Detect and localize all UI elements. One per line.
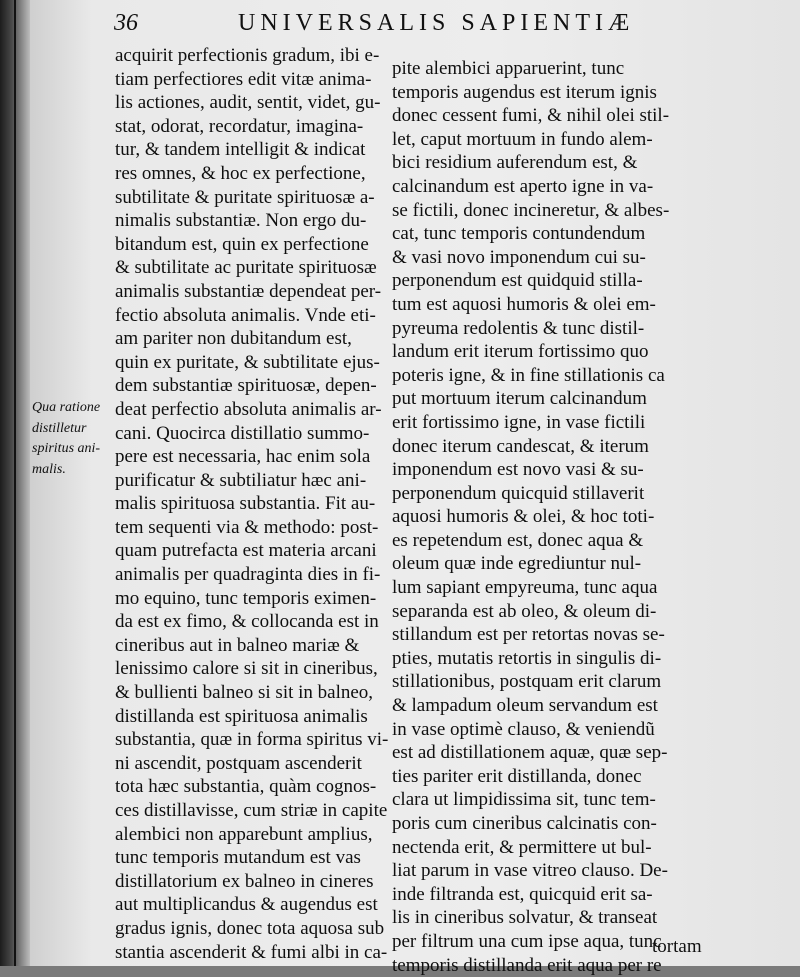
text-line: da est ex fimo, & collocanda est in <box>115 611 379 633</box>
text-line: ces distillavisse, cum striæ in capite <box>115 800 388 821</box>
text-line: imponendum est novo vasi & su- <box>392 459 644 481</box>
text-line: purificatur & subtiliatur hæc ani- <box>115 469 367 491</box>
text-line: ni ascendit, postquam ascenderit <box>115 752 362 774</box>
text-line: nimalis substantiæ. Non ergo du- <box>115 210 367 232</box>
page-number: 36 <box>114 10 138 36</box>
text-line: temporis augendus est iterum ignis <box>392 81 657 103</box>
margin-note-line: malis. <box>32 461 66 477</box>
text-line: perponendum est quidquid stilla- <box>392 270 643 292</box>
text-line: ties pariter erit distillanda, donec <box>392 765 642 787</box>
margin-note-line: distilletur <box>32 420 87 436</box>
text-line: tota hæc substantia, quàm cognos- <box>115 776 377 798</box>
text-line: tunc temporis mutandum est vas <box>115 847 361 869</box>
page-sheet <box>30 0 800 976</box>
text-line: landum erit iterum fortissimo quo <box>392 341 649 363</box>
text-line: put mortuum iterum calcinandum <box>392 388 647 410</box>
text-line: mo equino, tunc temporis eximen- <box>115 587 377 609</box>
text-line: oleum quæ inde egrediuntur nul- <box>392 553 642 575</box>
text-line: quin ex puritate, & subtilitate ejus- <box>115 351 380 373</box>
text-line: stillationibus, postquam erit clarum <box>392 671 662 693</box>
book-gutter-edge <box>14 0 16 966</box>
text-line: cat, tunc temporis contundendum <box>392 223 646 245</box>
text-line: acquirit perfectionis gradum, ibi e- <box>115 45 380 66</box>
text-line: es repetendum est, donec aqua & <box>392 529 644 551</box>
text-line: tiam perfectiores edit vitæ anima- <box>115 68 372 90</box>
text-line: bici residium auferendum est, & <box>392 152 638 174</box>
text-line: poris cum cineribus calcinatis con- <box>392 813 657 834</box>
text-line: pties, mutatis retortis in singulis di- <box>392 647 662 669</box>
text-line: tur, & tandem intelligit & indicat <box>115 139 366 161</box>
text-line: lis in cineribus solvatur, & transeat <box>392 907 658 929</box>
right-text-column <box>392 57 712 977</box>
text-line: fectio absoluta animalis. Vnde eti- <box>115 304 376 326</box>
text-line: inde filtranda est, quicquid erit sa- <box>392 883 653 905</box>
text-line: lis actiones, audit, sentit, videt, gu- <box>115 92 381 114</box>
text-line: distillanda est spirituosa animalis <box>115 705 368 727</box>
text-line: alembici non apparebunt amplius, <box>115 823 373 845</box>
left-text-column <box>115 44 415 964</box>
text-line: erit fortissimo igne, in vase fictili <box>392 411 646 433</box>
text-line: animalis per quadraginta dies in fi- <box>115 564 381 586</box>
text-line: distillatorium ex balneo in cineres <box>115 870 374 892</box>
margin-note-line: Qua ratione <box>32 400 101 415</box>
text-line: pyreuma redolentis & tunc distil- <box>392 317 645 339</box>
text-line: pere est necessaria, hac enim sola <box>115 446 371 468</box>
text-line: nectenda erit, & permittere ut bul- <box>392 836 652 858</box>
text-line: temporis distillanda erit aqua per re <box>392 954 662 976</box>
text-line: let, caput mortuum in fundo alem- <box>392 128 653 150</box>
text-line: dem substantiæ spirituosæ, depen- <box>115 375 377 397</box>
text-line: & vasi novo imponendum cui su- <box>392 246 646 268</box>
text-line: perponendum quicquid stillaverit <box>392 482 645 504</box>
text-line: liat parum in vase vitreo clauso. De- <box>392 860 668 882</box>
text-line: stillandum est per retortas novas se- <box>392 624 665 646</box>
text-line: se fictili, donec incineretur, & albes- <box>392 199 670 221</box>
text-line: poteris igne, & in fine stillationis ca <box>392 364 665 386</box>
text-line: malis spirituosa substantia. Fit au- <box>115 493 376 515</box>
text-line: separanda est ab oleo, & oleum di- <box>392 600 657 622</box>
text-line: quam putrefacta est materia arcani <box>115 540 377 562</box>
text-line: am pariter non dubitandum est, <box>115 328 352 350</box>
text-line: lum sapiant empyreuma, tunc aqua <box>392 577 658 599</box>
text-line: aquosi humoris & olei, & hoc toti- <box>392 506 655 528</box>
text-line: tum est aquosi humoris & olei em- <box>392 293 656 315</box>
text-line: & subtilitate ac puritate spirituosæ <box>115 257 377 279</box>
text-line: cineribus aut in balneo mariæ & <box>115 634 360 656</box>
text-line: donec iterum candescat, & iterum <box>392 435 649 457</box>
text-line: calcinandum est aperto igne in va- <box>392 175 654 197</box>
text-line: per filtrum una cum ipse aqua, tunc <box>392 930 662 952</box>
text-line: & lampadum oleum servandum est <box>392 695 658 717</box>
text-line: clara ut limpidissima sit, tunc tem- <box>392 789 656 811</box>
page-header <box>114 4 674 44</box>
text-line: donec cessent fumi, & nihil olei stil- <box>392 105 670 127</box>
catchword: tortam <box>652 936 702 957</box>
text-line: tem sequenti via & methodo: post- <box>115 516 379 538</box>
text-line: res omnes, & hoc ex perfectione, <box>115 162 366 184</box>
margin-note <box>32 398 122 480</box>
text-line: cani. Quocirca distillatio summo- <box>115 422 370 444</box>
text-line: est ad distillationem aquæ, quæ sep- <box>392 742 668 764</box>
text-line: deat perfectio absoluta animalis ar- <box>115 398 382 420</box>
text-line: substantia, quæ in forma spiritus vi- <box>115 729 389 751</box>
text-line: stat, odorat, recordatur, imagina- <box>115 115 364 137</box>
text-line: gradus ignis, donec tota aquosa sub <box>115 917 385 939</box>
text-line: pite alembici apparuerint, tunc <box>392 58 625 79</box>
running-title: UNIVERSALIS SAPIENTIÆ <box>238 10 635 36</box>
text-line: stantia ascenderit & fumi albi in ca- <box>115 941 388 963</box>
text-line: bitandum est, quin ex perfectione <box>115 233 369 255</box>
text-line: & bullienti balneo si sit in balneo, <box>115 682 374 704</box>
text-line: animalis substantiæ dependeat per- <box>115 280 382 302</box>
text-line: subtilitate & puritate spirituosæ a- <box>115 186 375 208</box>
margin-note-line: spiritus ani- <box>32 441 101 456</box>
text-line: in vase optimè clauso, & veniendũ <box>392 718 655 740</box>
text-line: aut multiplicandus & augendus est <box>115 894 378 916</box>
text-line: lenissimo calore si sit in cineribus, <box>115 658 378 680</box>
